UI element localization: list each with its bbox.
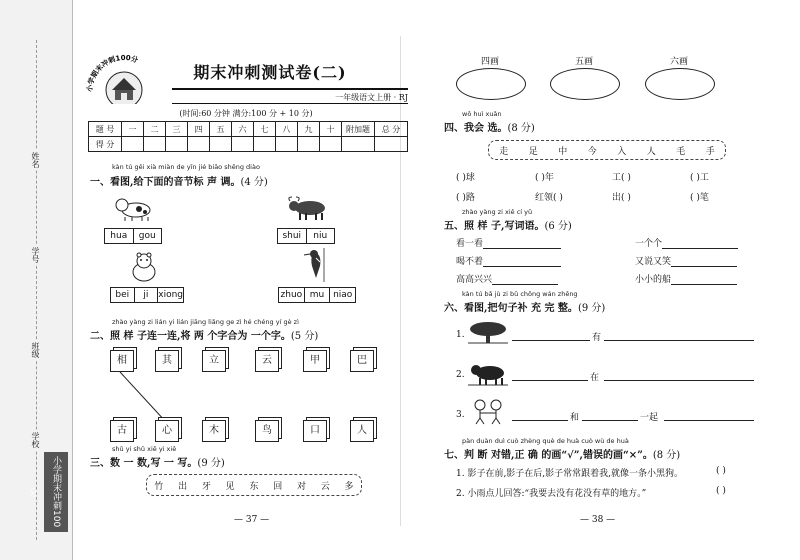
q3-title xyxy=(90,454,225,469)
q6-word-2: 一起 xyxy=(640,413,659,423)
score-input[interactable] xyxy=(298,137,320,152)
syllable-gou: gou xyxy=(138,231,156,241)
title-rule-thin xyxy=(172,103,408,104)
q7-title-text: 七、判 断 对错,正 确 的画“√”,错误的画“×”。 xyxy=(444,450,653,461)
q5-answer-line[interactable] xyxy=(662,238,738,249)
q5-example: 小小的船 xyxy=(635,275,672,285)
char-cube-top[interactable]: 甲 xyxy=(303,350,327,372)
q2-score: (5 分) xyxy=(290,331,319,342)
q5-answer-line[interactable] xyxy=(671,256,737,267)
stroke-answer-oval-5[interactable] xyxy=(550,68,620,100)
score-cell: 七 xyxy=(254,122,276,137)
q5-example: 又说又笑 xyxy=(635,257,672,267)
q6-answer-line[interactable] xyxy=(512,370,588,381)
q5-example-row xyxy=(635,272,737,285)
score-table-header-row xyxy=(89,122,408,137)
stroke-label-6: 六画 xyxy=(669,57,688,67)
q5-answer-line[interactable] xyxy=(483,238,561,249)
q2-title xyxy=(90,327,318,342)
q3-char: 东 xyxy=(249,481,259,492)
q4-title-text: 四、我会 选。 xyxy=(444,123,508,134)
char-cube-bottom[interactable]: 古 xyxy=(110,420,134,442)
title-rule xyxy=(172,88,408,90)
q1-title xyxy=(90,173,268,188)
q6-item-number: 2. xyxy=(456,370,465,380)
syllable-xiong: xiong xyxy=(158,290,183,300)
q5-title-text: 五、照 样 子,写词语。 xyxy=(444,221,545,232)
stroke-label-4: 四画 xyxy=(480,57,499,67)
tree-scene-icon xyxy=(468,321,508,345)
pinyin-box-zhuo-mu-niao[interactable] xyxy=(278,287,356,303)
score-input[interactable] xyxy=(276,137,298,152)
q4-char: 走 xyxy=(499,146,509,157)
q5-title xyxy=(444,217,572,232)
score-cell: 八 xyxy=(276,122,298,137)
char-cube-top[interactable]: 云 xyxy=(255,350,279,372)
q4-blank[interactable]: 出( ) xyxy=(612,193,631,203)
q2-pinyin: zhào yàng zi lián yi lián jiāng liǎng ge zì hé chéng yí gè zì xyxy=(112,318,299,326)
q5-example: 看一看 xyxy=(456,239,484,249)
char-cube-top[interactable]: 相 xyxy=(110,350,134,372)
score-input[interactable] xyxy=(254,137,276,152)
syllable-hua: hua xyxy=(105,229,134,243)
q7-pinyin: pàn duàn duì cuò zhèng què de huà cuò wù de huà xyxy=(462,437,629,445)
q5-example: 喝不着 xyxy=(456,257,484,267)
q5-example: 一个个 xyxy=(635,239,663,249)
q2-title-text: 二、照 样 子连一连,将 两 个字合为 一个字。 xyxy=(90,331,291,342)
q6-answer-line[interactable] xyxy=(582,410,638,421)
syllable-bei: bei xyxy=(111,288,135,302)
syllable-zhuo: zhuo xyxy=(279,288,305,302)
q7-statement: 2. 小雨点儿回答:“我要去没有花没有草的地方。” xyxy=(456,489,647,499)
score-cell: 二 xyxy=(144,122,166,137)
q3-char: 牙 xyxy=(201,481,211,492)
q3-char: 云 xyxy=(320,481,330,492)
q5-example-row xyxy=(456,236,561,249)
syllable-mu: mu xyxy=(305,288,331,302)
q4-char: 中 xyxy=(558,146,568,157)
score-cell: 附加题 xyxy=(342,122,375,137)
class-field-label: 班级 xyxy=(31,342,40,358)
q4-char: 毛 xyxy=(676,146,686,157)
q3-char: 多 xyxy=(344,481,354,492)
q4-blank[interactable]: 工( ) xyxy=(612,173,631,183)
q3-char: 对 xyxy=(296,481,306,492)
q3-char: 出 xyxy=(178,481,188,492)
q6-answer-line[interactable] xyxy=(512,330,590,341)
score-input[interactable] xyxy=(122,137,144,152)
page-number-right: — 38 — xyxy=(580,515,616,525)
q6-answer-line[interactable] xyxy=(604,370,754,381)
score-cell: 六 xyxy=(232,122,254,137)
polar-bear-icon xyxy=(128,250,160,282)
q3-char-box xyxy=(146,474,362,496)
score-input[interactable] xyxy=(144,137,166,152)
brand-badge: 小学期末冲刺100分 xyxy=(44,452,68,532)
stroke-label-5: 五画 xyxy=(574,57,593,67)
q6-pinyin: kàn tú bǎ jù zi bǔ chōng wán zhěng xyxy=(462,290,578,298)
char-cube-bottom[interactable]: 人 xyxy=(350,420,374,442)
q6-answer-line[interactable] xyxy=(664,410,754,421)
q4-char: 入 xyxy=(617,146,627,157)
q1-score: (4 分) xyxy=(240,177,268,188)
q4-blank[interactable]: ( )笔 xyxy=(690,193,709,203)
score-input[interactable] xyxy=(188,137,210,152)
q5-answer-line[interactable] xyxy=(671,274,737,285)
syllable-niu: niu xyxy=(313,231,328,241)
q4-blank[interactable]: ( )年 xyxy=(535,173,554,183)
q3-char: 回 xyxy=(273,481,283,492)
q5-example: 高高兴兴 xyxy=(456,275,493,285)
q4-pinyin: wǒ huì xuǎn xyxy=(462,110,502,118)
score-cell: 五 xyxy=(210,122,232,137)
stroke-answer-oval-6[interactable] xyxy=(645,68,715,100)
school-field-label: 学校 xyxy=(31,432,40,448)
pinyin-box-hua-gou[interactable] xyxy=(104,228,162,244)
buffalo-field-icon xyxy=(468,360,508,386)
score-input[interactable] xyxy=(375,137,408,152)
q4-char: 人 xyxy=(646,146,656,157)
score-cell: 九 xyxy=(298,122,320,137)
q6-title xyxy=(444,299,605,314)
exam-meta: (时间:60 分钟 满分:100 分 + 10 分) xyxy=(179,109,313,118)
q6-word: 和 xyxy=(570,413,580,423)
student-id-field-label: 学号 xyxy=(31,247,40,263)
q7-score: (8 分) xyxy=(652,450,681,461)
q6-answer-line[interactable] xyxy=(604,330,754,341)
q7-answer-paren[interactable]: ( ) xyxy=(716,486,726,496)
syllable-ji: ji xyxy=(135,288,159,302)
q7-statement: 1. 影子在前,影子在后,影子常常跟着我,就像一条小黑狗。 xyxy=(456,469,684,479)
brand-seal-logo xyxy=(84,46,164,104)
score-input[interactable] xyxy=(166,137,188,152)
char-cube-top[interactable]: 其 xyxy=(155,350,179,372)
q5-answer-line[interactable] xyxy=(483,256,561,267)
score-table-score-row xyxy=(89,137,408,152)
q4-char: 足 xyxy=(528,146,538,157)
q7-answer-paren[interactable]: ( ) xyxy=(716,466,726,476)
score-cell: 三 xyxy=(166,122,188,137)
q6-score: (9 分) xyxy=(577,303,606,314)
grade-label: 一年级语文上册 · RJ xyxy=(335,93,408,102)
char-cube-top[interactable]: 巴 xyxy=(350,350,374,372)
name-field-label: 姓名 xyxy=(31,152,40,168)
q6-item-number: 3. xyxy=(456,410,465,420)
q3-char: 竹 xyxy=(154,481,164,492)
syllable-niao: niao xyxy=(333,290,353,300)
syllable-shui: shui xyxy=(278,229,307,243)
char-cube-bottom[interactable]: 鸟 xyxy=(255,420,279,442)
q3-title-text: 三、数 一 数,写 一 写。 xyxy=(90,458,198,469)
q5-example-row xyxy=(635,236,738,249)
score-input[interactable] xyxy=(210,137,232,152)
q4-blank[interactable]: ( )工 xyxy=(690,173,709,183)
binding-margin xyxy=(0,0,73,560)
q4-char: 手 xyxy=(705,146,715,157)
score-input[interactable] xyxy=(342,137,375,152)
q3-char: 见 xyxy=(225,481,235,492)
q4-char: 今 xyxy=(587,146,597,157)
woodpecker-icon xyxy=(302,248,328,282)
char-cube-bottom[interactable]: 木 xyxy=(202,420,226,442)
score-cell: 总 分 xyxy=(375,122,408,137)
margin-dashed-line xyxy=(36,40,37,540)
score-cell: 题 号 xyxy=(89,122,122,137)
q5-score: (6 分) xyxy=(544,221,572,232)
char-cube-bottom[interactable]: 口 xyxy=(303,420,327,442)
score-row-label: 得 分 xyxy=(89,137,122,152)
q4-blank[interactable]: 红领( ) xyxy=(535,193,563,203)
score-cell: 一 xyxy=(122,122,144,137)
q4-title xyxy=(444,119,535,134)
q5-example-row xyxy=(635,254,737,267)
q4-char-box xyxy=(488,140,726,160)
pinyin-box-shui-niu[interactable] xyxy=(277,228,335,244)
score-cell: 四 xyxy=(188,122,210,137)
q4-blank[interactable]: ( )球 xyxy=(456,173,475,183)
example-connector-line xyxy=(118,371,168,423)
char-cube-bottom[interactable]: 心 xyxy=(155,420,179,442)
q4-blank[interactable]: ( )路 xyxy=(456,193,475,203)
water-buffalo-icon xyxy=(286,195,330,221)
score-input[interactable] xyxy=(320,137,342,152)
score-table xyxy=(88,121,408,152)
q6-answer-line[interactable] xyxy=(512,410,568,421)
q6-item-number: 1. xyxy=(456,330,465,340)
svg-text:小学期末冲刺100分: 小学期末冲刺100分 xyxy=(85,53,139,93)
children-playing-icon xyxy=(468,398,508,426)
q6-word: 在 xyxy=(590,373,600,383)
q5-example-row xyxy=(456,254,561,267)
q1-pinyin: kàn tú gěi xià miàn de yīn jié biāo shēng diào xyxy=(112,163,260,171)
q5-example-row xyxy=(456,272,558,285)
q5-answer-line[interactable] xyxy=(492,274,558,285)
q1-title-text: 一、看图,给下面的音节标 声 调。 xyxy=(90,177,241,188)
pinyin-box-bei-ji-xiong[interactable] xyxy=(110,287,184,303)
q6-word: 有 xyxy=(592,333,602,343)
score-cell: 十 xyxy=(320,122,342,137)
stroke-answer-oval-4[interactable] xyxy=(456,68,526,100)
q4-score: (8 分) xyxy=(507,123,535,134)
score-input[interactable] xyxy=(232,137,254,152)
exam-title: 期末冲刺测试卷(二) xyxy=(193,63,347,82)
page-number-left: — 37 — xyxy=(234,515,270,525)
dog-icon xyxy=(112,195,158,221)
char-cube-top[interactable]: 立 xyxy=(202,350,226,372)
q3-pinyin: shǔ yi shǔ xiě yi xiě xyxy=(112,445,177,453)
q6-title-text: 六、看图,把句子补 充 完 整。 xyxy=(444,303,578,314)
q3-score: (9 分) xyxy=(197,458,225,469)
q7-title xyxy=(444,446,680,461)
q5-pinyin: zhào yàng zi xiě cí yǔ xyxy=(462,208,533,216)
